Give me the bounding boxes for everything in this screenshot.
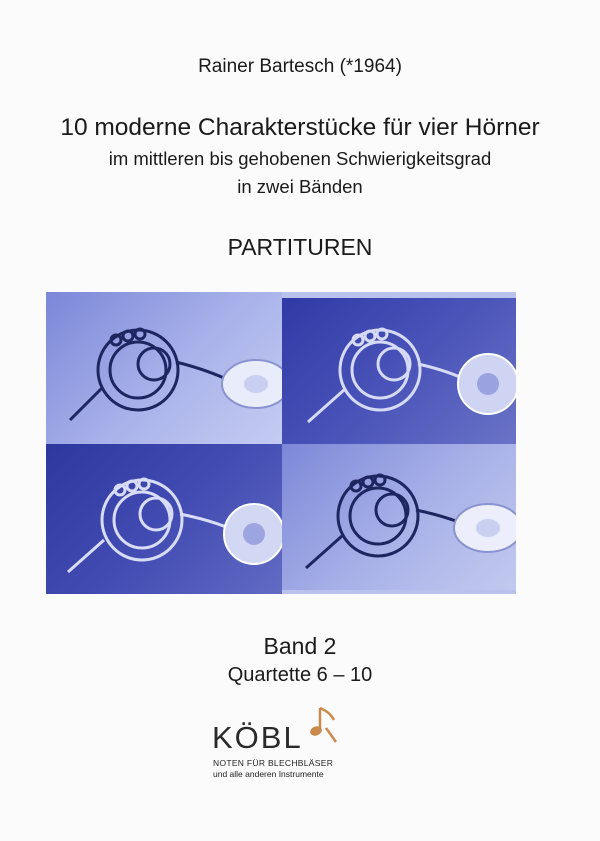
- volume-number: Band 2: [263, 633, 337, 659]
- french-horn-icon: [282, 444, 516, 590]
- page-title: 10 moderne Charakterstücke für vier Hörner: [60, 114, 540, 141]
- volume-contents: Quartette 6 – 10: [227, 664, 373, 686]
- subtitle-volumes: in zwei Bänden: [237, 176, 363, 197]
- horn-panel-bottom-left: [46, 444, 282, 594]
- horn-panel-top-left: [46, 292, 282, 444]
- publisher-logo: [212, 704, 352, 784]
- subtitle-difficulty: im mittleren bis gehobenen Schwierigkeitsgrad: [108, 148, 492, 169]
- publisher-tagline: NOTEN FÜR BLECHBLÄSER: [213, 758, 334, 768]
- horn-panel-bottom-right: [282, 444, 516, 590]
- french-horn-icon: [46, 444, 282, 594]
- author-name: Rainer Bartesch (*1964): [198, 56, 402, 77]
- horn-panel-top-right: [282, 298, 516, 444]
- cover-artwork: [46, 292, 516, 594]
- french-horn-icon: [282, 298, 516, 444]
- music-note-icon: [308, 704, 342, 744]
- french-horn-icon: [46, 292, 282, 444]
- publisher-name: KÖBL: [212, 720, 303, 755]
- publisher-tagline-secondary: und alle anderen Instrumente: [213, 769, 324, 779]
- edition-type: PARTITUREN: [227, 234, 373, 260]
